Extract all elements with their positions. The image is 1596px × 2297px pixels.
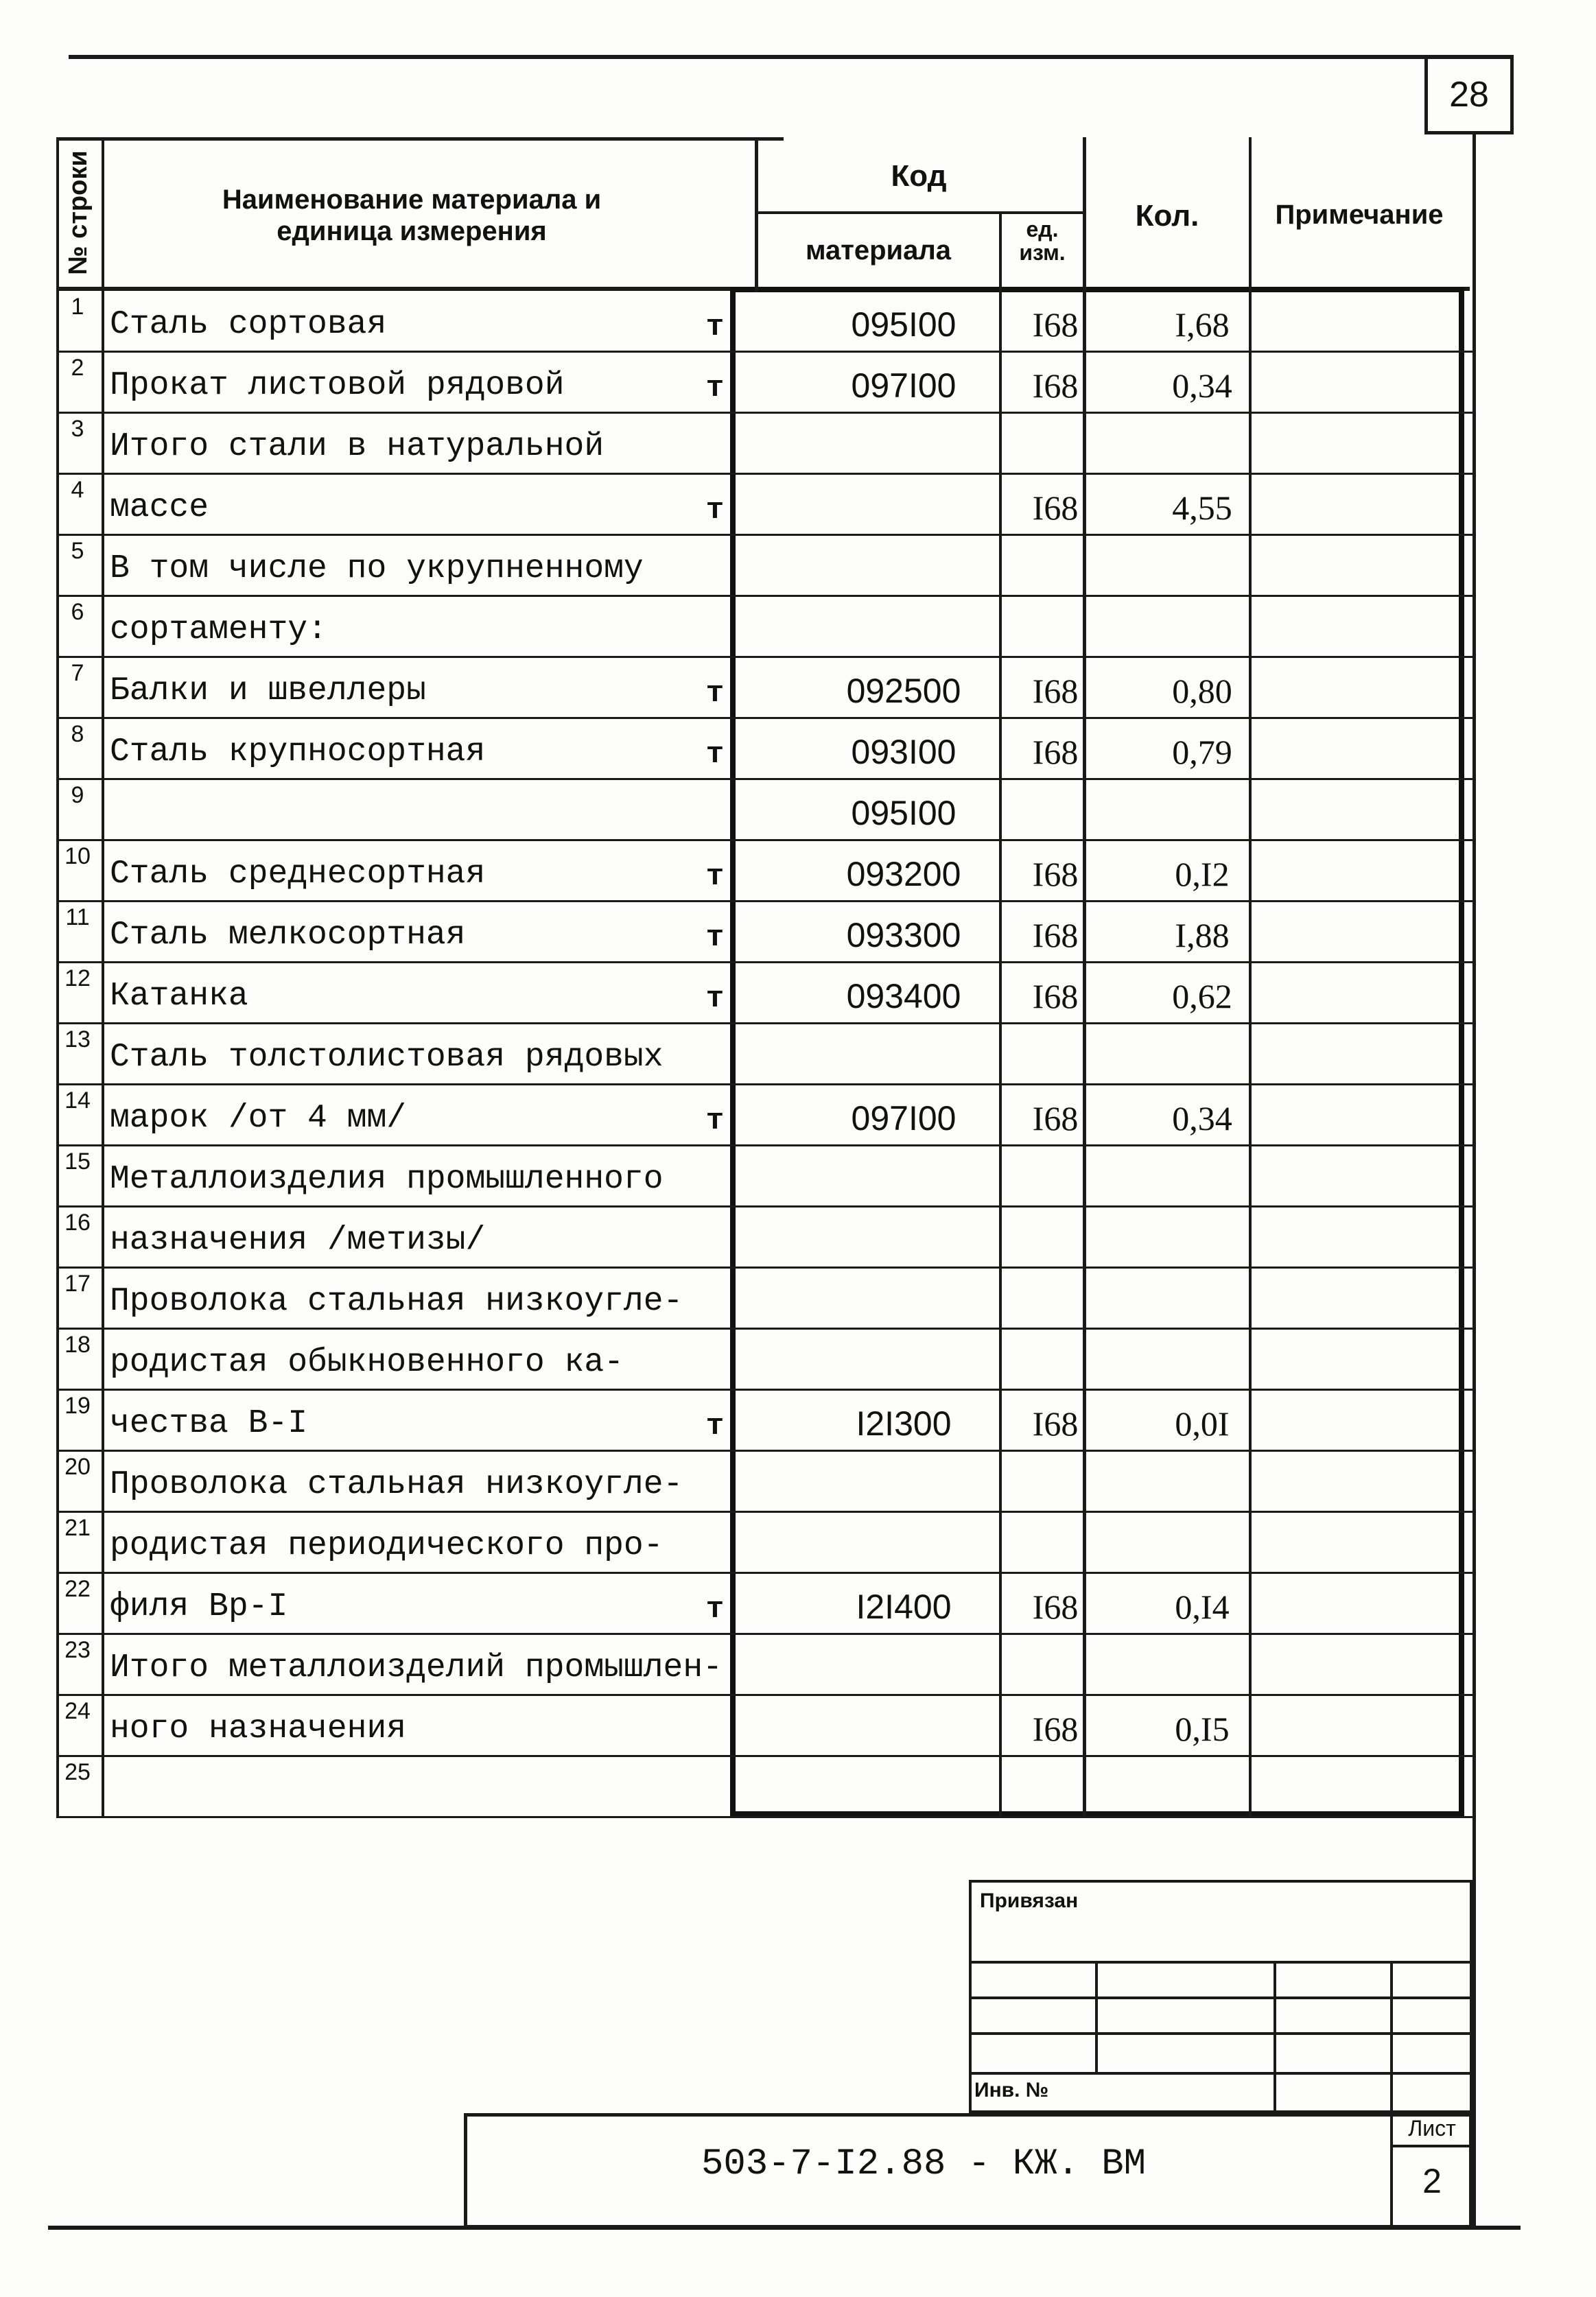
row-material-name: Проволока стальная низкоугле- xyxy=(110,1466,683,1503)
stamp-col-1 xyxy=(1095,1961,1098,2073)
row-number: 23 xyxy=(64,1637,91,1663)
row-material-name: Сталь толстолистовая рядовых xyxy=(110,1039,664,1076)
row-number: 12 xyxy=(64,965,91,991)
row-material-name: чества В-I xyxy=(110,1405,308,1442)
top-rule xyxy=(69,55,1514,59)
table-row xyxy=(56,1756,1463,1817)
row-material-code: 093400 xyxy=(846,977,961,1015)
row-material-name: Балки и швеллеры xyxy=(110,672,426,709)
bound-label: Привязан xyxy=(980,1889,1079,1912)
row-unit: т xyxy=(705,982,725,1016)
row-material-name: Прокат листовой рядовой xyxy=(110,367,565,404)
row-number: 18 xyxy=(64,1332,91,1358)
row-quantity: 0,62 xyxy=(1172,977,1232,1015)
inv-no-label: Инв. № xyxy=(974,2079,1049,2101)
row-number: 9 xyxy=(71,782,84,808)
document-code: 503-7-I2.88 - КЖ. ВМ xyxy=(701,2143,1147,2185)
header-note: Примечание xyxy=(1275,200,1444,230)
table-row xyxy=(56,840,1463,901)
row-unit: т xyxy=(705,1104,725,1138)
row-number: 8 xyxy=(71,721,84,747)
row-number: 24 xyxy=(64,1698,91,1724)
row-material-name: Сталь среднесортная xyxy=(110,856,486,893)
row-material-name: Сталь крупносортная xyxy=(110,733,486,770)
row-material-name: Катанка xyxy=(110,978,248,1015)
row-quantity: 0,I4 xyxy=(1175,1588,1230,1626)
table-row xyxy=(56,535,1463,596)
row-quantity: 0,80 xyxy=(1172,672,1232,710)
row-material-name: Сталь сортовая xyxy=(110,306,387,343)
row-material-name: В том числе по укрупненному xyxy=(110,550,644,587)
table-row xyxy=(56,1329,1463,1389)
header-code-material: материала xyxy=(805,235,952,266)
row-quantity: I,88 xyxy=(1175,916,1230,954)
row-quantity: 0,I5 xyxy=(1175,1710,1230,1748)
row-number: 21 xyxy=(64,1515,91,1541)
row-number: 4 xyxy=(71,477,84,503)
row-material-code: 093I00 xyxy=(851,733,957,771)
row-quantity: 0,79 xyxy=(1172,733,1232,771)
header-code-unit-1: ед. xyxy=(1026,217,1059,242)
title-block-left-line xyxy=(56,1817,59,1819)
row-number: 7 xyxy=(71,660,84,686)
row-material-name: Сталь мелкосортная xyxy=(110,917,466,954)
row-number: 15 xyxy=(64,1148,91,1175)
row-material-name: филя Вр-I xyxy=(110,1588,288,1625)
row-number: 14 xyxy=(64,1087,91,1114)
header-name-line1: Наименование материала и xyxy=(222,185,602,215)
table-row xyxy=(56,1390,1463,1450)
table-row xyxy=(56,902,1463,962)
row-number: 11 xyxy=(65,904,90,930)
row-unit: т xyxy=(705,860,725,894)
table-row xyxy=(56,1146,1463,1206)
col-line-right xyxy=(1472,134,1476,1817)
table-row xyxy=(56,1085,1463,1145)
row-material-name: ного назначения xyxy=(110,1710,407,1747)
row-material-code: 095I00 xyxy=(851,794,957,832)
row-number: 10 xyxy=(64,843,91,869)
header-code-underline xyxy=(755,211,1083,214)
row-material-code: 095I00 xyxy=(851,305,957,344)
row-unit-code: I68 xyxy=(1032,733,1079,771)
row-material-name: массе xyxy=(110,489,209,526)
row-number: 5 xyxy=(71,538,84,564)
table-row xyxy=(56,1573,1463,1634)
row-number: 17 xyxy=(64,1271,91,1297)
col-line-code-left xyxy=(755,137,758,292)
row-number: 2 xyxy=(71,355,84,381)
row-unit: т xyxy=(705,921,725,955)
table-row xyxy=(56,718,1463,779)
row-quantity: 0,0I xyxy=(1175,1404,1230,1443)
table-row xyxy=(56,1512,1463,1572)
row-unit: т xyxy=(705,676,725,711)
row-material-name: назначения /метизы/ xyxy=(110,1222,486,1259)
row-number: 25 xyxy=(64,1759,91,1785)
row-quantity: 0,34 xyxy=(1172,366,1232,405)
table-row xyxy=(56,1268,1463,1328)
row-material-name: марок /от 4 мм/ xyxy=(110,1100,407,1137)
row-unit: т xyxy=(705,1409,725,1444)
row-quantity: 0,I2 xyxy=(1175,855,1230,893)
row-material-name: Итого стали в натуральной xyxy=(110,428,605,465)
bottom-rule xyxy=(48,2226,1521,2230)
table-row xyxy=(56,963,1463,1023)
header-name-line2: единица измерения xyxy=(277,216,547,246)
table-row xyxy=(56,291,1463,351)
table-row xyxy=(56,1024,1463,1084)
sheet-label-line xyxy=(1390,2145,1472,2147)
table-row xyxy=(56,779,1463,840)
row-unit-code: I68 xyxy=(1032,916,1079,954)
row-unit-code: I68 xyxy=(1032,366,1079,405)
table-row xyxy=(56,1451,1463,1511)
table-row xyxy=(56,474,1463,534)
row-material-name: Металлоизделия промышленного xyxy=(110,1161,664,1198)
row-unit: т xyxy=(705,371,725,405)
header-row-number: № строки xyxy=(64,150,93,275)
row-material-code: 093200 xyxy=(846,855,961,893)
row-material-name: Итого металлоизделий промышлен- xyxy=(110,1649,723,1686)
row-unit-code: I68 xyxy=(1032,1099,1079,1138)
row-material-code: 093300 xyxy=(846,916,961,954)
row-number: 22 xyxy=(64,1576,91,1602)
header-code: Код xyxy=(891,159,947,193)
row-material-code: I2I300 xyxy=(856,1404,952,1443)
table-row xyxy=(56,1634,1463,1695)
row-number: 19 xyxy=(64,1393,91,1419)
stamp-line-2 xyxy=(969,1996,1472,1999)
row-unit-code: I68 xyxy=(1032,977,1079,1015)
sheet-number: 2 xyxy=(1422,2162,1442,2200)
row-material-code: I2I400 xyxy=(856,1588,952,1626)
row-material-name: сортаменту: xyxy=(110,611,327,648)
row-unit-code: I68 xyxy=(1032,305,1079,344)
row-unit: т xyxy=(705,1592,725,1627)
stamp-line-3 xyxy=(969,2032,1472,2035)
stamp-col-2 xyxy=(1274,1961,1276,2113)
row-unit-code: I68 xyxy=(1032,488,1079,527)
row-number: 20 xyxy=(64,1454,91,1480)
row-unit: т xyxy=(705,493,725,528)
row-number: 13 xyxy=(64,1026,91,1052)
row-material-name: родистая периодического про- xyxy=(110,1527,664,1564)
row-unit-code: I68 xyxy=(1032,1588,1079,1626)
header-quantity: Кол. xyxy=(1135,199,1199,233)
row-number: 3 xyxy=(71,416,84,442)
row-quantity: 4,55 xyxy=(1172,488,1232,527)
row-material-code: 097I00 xyxy=(851,366,957,405)
row-material-code: 092500 xyxy=(846,672,961,710)
stamp-line-4 xyxy=(969,2072,1472,2075)
table-row xyxy=(56,1207,1463,1267)
row-unit-code: I68 xyxy=(1032,855,1079,893)
row-unit: т xyxy=(705,310,725,344)
row-material-name: Проволока стальная низкоугле- xyxy=(110,1283,683,1320)
table-row xyxy=(56,657,1463,718)
row-unit-code: I68 xyxy=(1032,1404,1079,1443)
right-border xyxy=(1472,1817,1476,2228)
row-unit: т xyxy=(705,738,725,772)
table-row xyxy=(56,413,1463,473)
stamp-col-3 xyxy=(1390,1961,1393,2113)
row-material-name: родистая обыкновенного ка- xyxy=(110,1344,624,1381)
sheet-label: Лист xyxy=(1408,2116,1456,2141)
row-unit-code: I68 xyxy=(1032,672,1079,710)
table-row xyxy=(56,596,1463,657)
table-row xyxy=(56,1695,1463,1756)
row-quantity: 0,34 xyxy=(1172,1099,1232,1138)
row-number: 16 xyxy=(64,1210,91,1236)
header-code-unit-2: изм. xyxy=(1019,240,1066,265)
stamp-line-1 xyxy=(969,1961,1472,1964)
row-material-code: 097I00 xyxy=(851,1099,957,1138)
row-number: 6 xyxy=(71,599,84,625)
header-top-line xyxy=(56,137,784,141)
row-number: 1 xyxy=(71,294,84,320)
table-row xyxy=(56,352,1463,412)
page-number: 28 xyxy=(1449,75,1489,115)
row-unit-code: I68 xyxy=(1032,1710,1079,1748)
row-quantity: I,68 xyxy=(1175,305,1230,344)
